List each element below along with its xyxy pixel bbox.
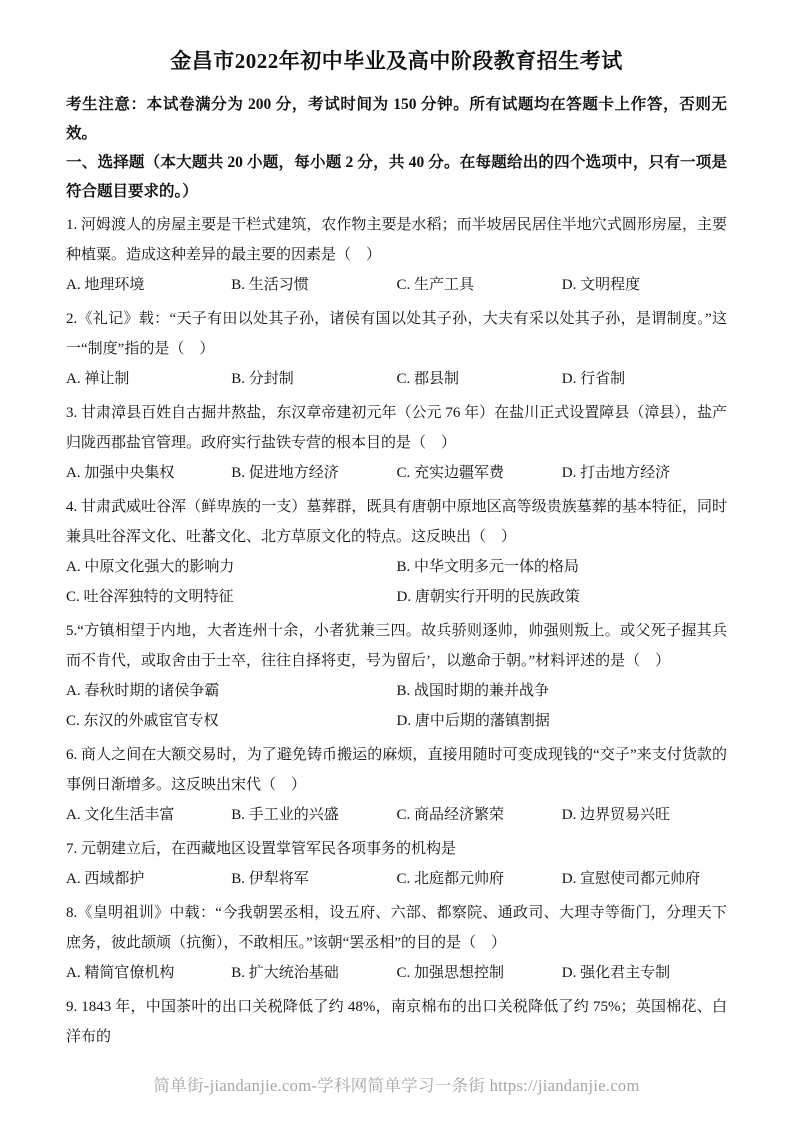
question-6-option-c: C. 商品经济繁荣 xyxy=(396,807,505,823)
question-2-option-c: C. 郡县制 xyxy=(396,371,460,387)
question-4-options xyxy=(66,552,727,612)
question-1-stem: 1. 河姆渡人的房屋主要是干栏式建筑，农作物主要是水稻；而半坡居民居住半地穴式圆形房屋，主要种植粟。造成这种差异的最主要的因素是（ ） xyxy=(66,217,727,263)
question-1-option-a: A. 地理环境 xyxy=(66,277,145,293)
question-3-option-a: A. 加强中央集权 xyxy=(66,465,175,481)
question-5-option-d: D. 唐中后期的藩镇割据 xyxy=(396,713,550,729)
question-5-stem: 5.“方镇相望于内地，大者连州十余，小者犹兼三四。故兵骄则逐帅，帅强则叛上。或父死子握其兵而不肯代，或取舍由于士卒，往往自择将吏，号为留后’，以邀命于朝。”材料评述的是（ ） xyxy=(66,623,727,669)
question-3-stem: 3. 甘肃漳县百姓自古掘井熬盐，东汉章帝建初元年（公元 76 年）在盐川正式设置障县（漳县），盐产归陇西郡盐官管理。政府实行盐铁专营的根本目的是（ ） xyxy=(66,405,727,451)
question-2 xyxy=(66,304,727,394)
candidate-notice: 考生注意：本试卷满分为 200 分，考试时间为 150 分钟。所有试题均在答题卡上作答，否则无效。 xyxy=(66,96,727,142)
question-4-option-d: D. 唐朝实行开明的民族政策 xyxy=(396,589,580,605)
question-7-option-c: C. 北庭都元帅府 xyxy=(396,871,505,887)
question-2-options xyxy=(66,364,727,394)
question-9-stem: 9. 1843 年，中国茶叶的出口关税降低了约 48%，南京棉布的出口关税降低了约 75%；英国棉花、白洋布的 xyxy=(66,999,727,1045)
question-7-option-b: B. 伊犁将军 xyxy=(231,871,309,887)
question-2-option-b: B. 分封制 xyxy=(231,371,294,387)
question-4-option-b: B. 中华文明多元一体的格局 xyxy=(396,559,580,575)
question-2-option-a: A. 禅让制 xyxy=(66,371,130,387)
question-7-stem: 7. 元朝建立后，在西藏地区设置掌管军民各项事务的机构是 xyxy=(66,841,457,857)
question-6-stem: 6. 商人之间在大额交易时，为了避免铸币搬运的麻烦，直接用随时可变成现钱的“交子”来支付货款的事例日渐增多。这反映出宋代（ ） xyxy=(66,747,727,793)
question-8-option-d: D. 强化君主专制 xyxy=(561,965,671,981)
question-8-option-c: C. 加强思想控制 xyxy=(396,965,505,981)
question-6-option-a: A. 文化生活丰富 xyxy=(66,807,175,823)
question-6 xyxy=(66,740,727,830)
question-8 xyxy=(66,898,727,988)
question-4-option-c: C. 吐谷浑独特的文明特征 xyxy=(66,589,234,605)
question-2-option-d: D. 行省制 xyxy=(561,371,626,387)
question-4-option-a: A. 中原文化强大的影响力 xyxy=(66,559,235,575)
question-7 xyxy=(66,834,727,894)
section-header: 一、选择题（本大题共 20 小题，每小题 2 分，共 40 分。在每题给出的四个选项中，只有一项是符合题目要求的。） xyxy=(66,154,727,200)
question-3-options xyxy=(66,458,727,488)
question-7-option-d: D. 宣慰使司都元帅府 xyxy=(561,871,701,887)
question-2-stem: 2.《礼记》载：“天子有田以处其子孙，诸侯有国以处其子孙，大夫有采以处其子孙，是谓制度。”这一“制度”指的是（ ） xyxy=(66,311,727,357)
question-8-stem: 8.《皇明祖训》中载：“今我朝罢丞相，设五府、六部、都察院、通政司、大理寺等衙门，分理天下庶务，彼此颉颃（抗衡），不敢相压。”该朝“罢丞相”的目的是（ ） xyxy=(66,905,727,951)
question-5-option-c: C. 东汉的外戚宦官专权 xyxy=(66,713,219,729)
question-3-option-c: C. 充实边疆军费 xyxy=(396,465,505,481)
question-5-options xyxy=(66,676,727,736)
question-1-option-c: C. 生产工具 xyxy=(396,277,475,293)
question-6-option-b: B. 手工业的兴盛 xyxy=(231,807,339,823)
question-8-option-b: B. 扩大统治基础 xyxy=(231,965,339,981)
watermark-footer: 简单街-jiandanjie.com-学科网简单学习一条街 https://jiandanjie.com xyxy=(153,1076,640,1095)
question-5 xyxy=(66,616,727,736)
question-6-options xyxy=(66,800,727,830)
question-1-option-b: B. 生活习惯 xyxy=(231,277,309,293)
question-1-options xyxy=(66,270,727,300)
page-title: 金昌市2022年初中毕业及高中阶段教育招生考试 xyxy=(170,49,623,73)
question-4 xyxy=(66,492,727,612)
question-3 xyxy=(66,398,727,488)
question-8-options xyxy=(66,958,727,988)
question-9 xyxy=(66,992,727,1052)
question-8-option-a: A. 精简官僚机构 xyxy=(66,965,175,981)
question-4-stem: 4. 甘肃武威吐谷浑（鲜卑族的一支）墓葬群，既具有唐朝中原地区高等级贵族墓葬的基本特征，同时兼具吐谷浑文化、吐蕃文化、北方草原文化的特点。这反映出（ ） xyxy=(66,499,727,545)
question-7-options xyxy=(66,864,727,894)
question-3-option-d: D. 打击地方经济 xyxy=(561,465,671,481)
question-1-option-d: D. 文明程度 xyxy=(561,277,641,293)
question-7-option-a: A. 西域都护 xyxy=(66,871,145,887)
question-6-option-d: D. 边界贸易兴旺 xyxy=(561,807,671,823)
question-5-option-a: A. 春秋时期的诸侯争霸 xyxy=(66,683,220,699)
question-3-option-b: B. 促进地方经济 xyxy=(231,465,339,481)
question-1 xyxy=(66,210,727,300)
question-5-option-b: B. 战国时期的兼并战争 xyxy=(396,683,550,699)
